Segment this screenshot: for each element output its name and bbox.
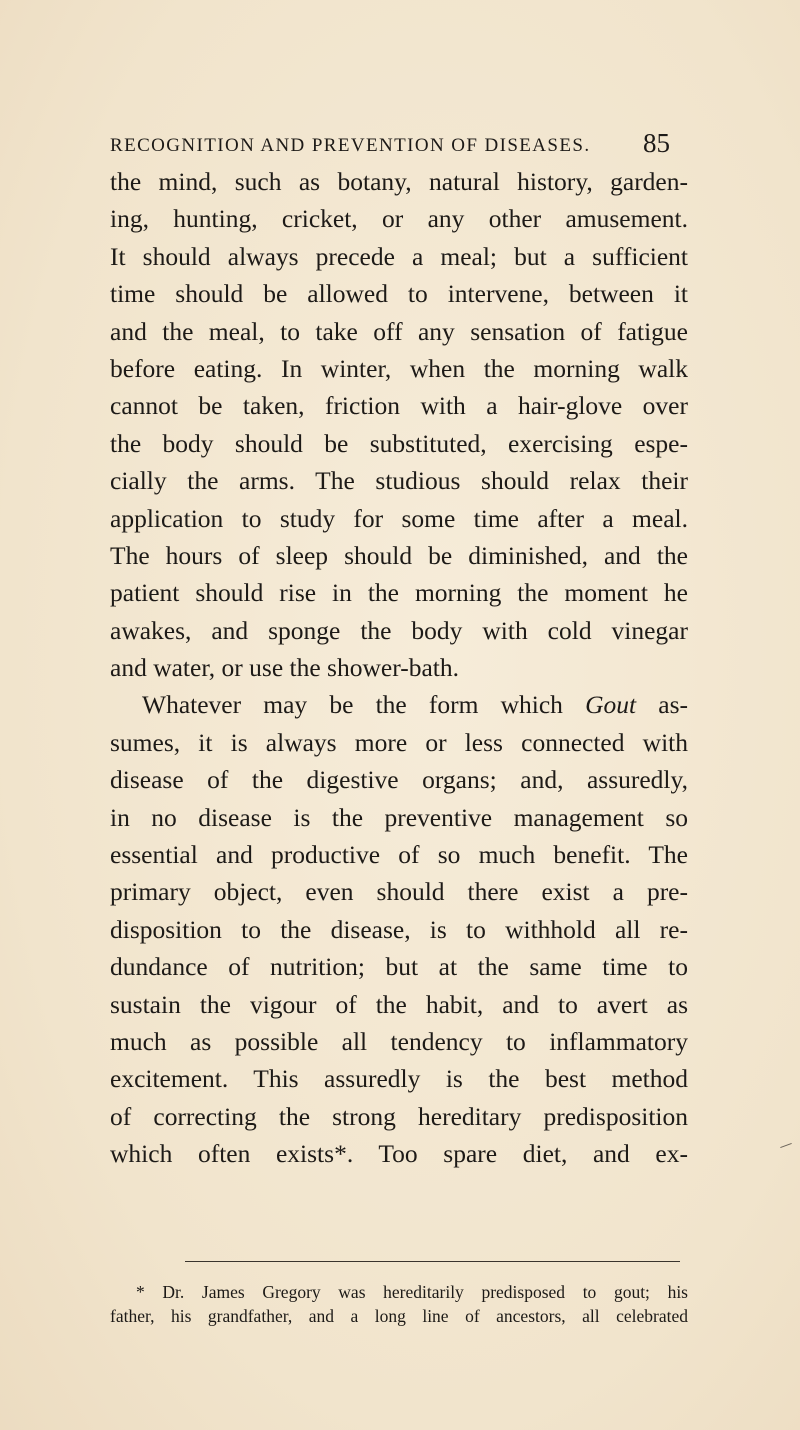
text-line: primary object, even should there exist a pre- [110, 877, 688, 907]
footnote-line: father, his grandfather, and a long line of ancestors, all celebrated [110, 1306, 688, 1326]
text-line: and the meal, to take off any sensation of fatigue [110, 316, 688, 346]
text-line: before eating. In winter, when the morning walk [110, 353, 688, 383]
page-number: 85 [643, 128, 670, 158]
text-line: cially the arms. The studious should relax their [110, 466, 688, 496]
text-line: sumes, it is always more or less connected with [110, 727, 688, 757]
text-line: dundance of nutrition; but at the same time to [110, 952, 688, 982]
text-line: the body should be substituted, exercising espe- [110, 428, 688, 458]
text-line: much as possible all tendency to inflammatory [110, 1026, 688, 1056]
text-line: The hours of sleep should be diminished, and the [110, 540, 688, 570]
text-line: and water, or use the shower-bath. [110, 653, 459, 683]
text-line: disease of the digestive organs; and, assuredly, [110, 765, 688, 795]
text-line: excitement. This assuredly is the best method [110, 1064, 688, 1094]
text-line: disposition to the disease, is to withhold all re- [110, 914, 688, 944]
text-line: sustain the vigour of the habit, and to avert as [110, 989, 688, 1019]
footnote-line: * Dr. James Gregory was hereditarily predisposed to gout; his [136, 1282, 688, 1302]
running-head [110, 128, 670, 167]
italic-term: Gout [585, 690, 637, 720]
footnote [110, 1280, 688, 1328]
running-title: RECOGNITION AND PREVENTION OF DISEASES. [110, 135, 591, 156]
text-line: time should be allowed to intervene, between it [110, 279, 688, 309]
margin-mark [780, 1143, 792, 1148]
text-line: awakes, and sponge the body with cold vinegar [110, 615, 688, 645]
paragraph-opening-line [110, 686, 688, 723]
text-line: of correcting the strong hereditary predisposition [110, 1101, 688, 1131]
text-line: which often exists*. Too spare diet, and ex- [110, 1139, 688, 1169]
text-line: application to study for some time after a meal. [110, 503, 688, 533]
text-line: ing, hunting, cricket, or any other amusement. [110, 204, 688, 234]
text-line: essential and productive of so much benefit. The [110, 840, 688, 870]
text-line: cannot be taken, friction with a hair-glove over [110, 391, 688, 421]
text-segment: Whatever may be the form which [142, 690, 586, 720]
text-line: in no disease is the preventive management so [110, 802, 688, 832]
text-line: patient should rise in the morning the moment he [110, 578, 688, 608]
footnote-rule [185, 1261, 680, 1262]
text-line: It should always precede a meal; but a sufficient [110, 241, 688, 271]
body-text [110, 163, 688, 1173]
text-line: the mind, such as botany, natural history, garden- [110, 167, 688, 196]
text-segment: as- [636, 690, 689, 720]
